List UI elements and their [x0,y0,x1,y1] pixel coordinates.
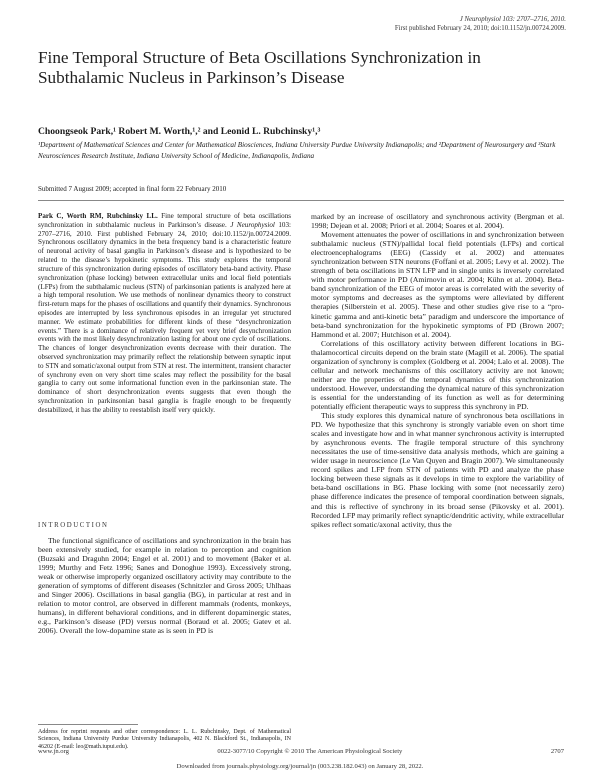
introduction-heading: INTRODUCTION [38,522,109,529]
page-footer [38,748,564,755]
abstract-text-part2: 103: 2707–2716, 2010. First published February 24, 2010; doi:10.1152/jn.00724.2009. Synchronous oscillatory dynamics in the beta frequency band is a characteristic feature of neuronal activity of basal ganglia in Parkinson’s disease and is hypothesized to be related to the disease’s hypokinetic symptoms. This study explores the temporal structure of this synchronization during episodes of oscillatory beta-band activity. Phase synchronization (phase locking) between extracellular units and local field potentials (LFPs) from the subthalamic nucleus (STN) of parkinsonian patients is analyzed here at a high temporal resolution. We use methods of nonlinear dynamics theory to construct first-return maps for the phases of oscillations and quantify their dynamics. Synchronous episodes are interrupted by less synchronous episodes in an irregular yet structured manner. We estimate probabilities for different kinds of these “desynchronization events.” There is a dominance of relatively frequent yet very brief desynchronization events with the most likely desynchronization lasting for about one cycle of oscillations. The chances of longer desynchronization events decrease with their duration. The observed synchronization may primarily reflect the relationship between synaptic input to STN and somatic/axonal output from STN at rest. The intermittent, transient character of synchrony even on very short time scales may reflect the possibility for the basal ganglia to carry out some informational function even in the parkinsonian state. The dominance of short desynchronization events suggests that even though the synchronization in parkinsonian basal ganglia is fragile enough to be frequently destabilized, it has the ability to reestablish itself very quickly. [38,220,291,414]
right-column [311,212,564,529]
first-published-line: First published February 24, 2010; doi:10.1152/jn.00724.2009. [394,24,566,32]
right-paragraph-2: Correlations of this oscillatory activity between different locations in BG-thalamocortical circuits depend on the brain state (Magill et al. 2006). The spatial organization of synchrony is complex (Goldberg et al. 2004; Lalo et al. 2008). The cellular and network mechanisms of this oscillatory activity are not known; neither are the properties of the temporal dynamics of this synchronization understood. However, understanding the dynamical nature of this synchronization is essential for the understanding of its function as well as for determining potentially efficient therapeutic ways to suppress this synchrony in PD. [311,338,564,411]
abstract [38,212,291,415]
journal-reference: J Neurophysiol 103: 2707–2716, 2010. [459,16,566,23]
abstract-citation: Park C, Worth RM, Rubchinsky LL. [38,212,158,220]
author-list: Choongseok Park,¹ Robert M. Worth,¹,² and Leonid L. Rubchinsky¹,³ [38,126,321,137]
page-number: 2707 [550,748,564,755]
correspondence-footnote: Address for reprint requests and other correspondence: L. L. Rubchinsky, Dept. of Mathematical Sciences, Indiana University Purdue University Indianapolis, 402 N. Blackford St., Indianapolis, IN 46202 (E-mail: leo@math.iupui.edu). [38,729,291,750]
introduction-text [38,536,291,636]
download-notice: Downloaded from journals.physiology.org/journal/jn (003.238.182.043) on January 28, 2022. [176,763,424,770]
right-paragraph-1: Movement attenuates the power of oscillations in and synchronization between subthalamic nucleus (STN)/pallidal local field potentials (LFPs) and cortical electroencephalograms (EEG) (Cassidy et al. 2002) and attenuates synchronization between STN neurons (Foffani et al. 2005; Levy et al. 2002). The strength of beta oscillations in STN LFP and in single units is inversely correlated with motor performance in PD (Amirnovin et al. 2004; Kühn et al. 2004). Beta-band synchronization of the EEG of motor areas is correlated with the severity of motor symptoms and decreases as the symptoms were alleviated by different therapies (Silberstein et al. 2005). These and other studies give rise to a “pro-kinetic gamma and anti-kinetic beta” paradigm and underscore the importance of beta-band synchronization for the hypokinetic symptoms of PD (Brown 2007; Hammond et al. 2007; Hutchison et al. 2004). [311,230,564,339]
article-title: Fine Temporal Structure of Beta Oscillations Synchronization in Subthalamic Nucleus in Parkinson’s Disease [38,48,481,87]
affiliations: ¹Department of Mathematical Sciences and Center for Mathematical Biosciences, Indiana University Purdue University Indianapolis; and ²Department of Neurosurgery and ³Stark Neurosciences Research Institute, Indiana University School of Medicine, Indianapolis, Indiana [38,141,556,160]
header-divider [38,200,564,201]
right-paragraph-3: This study explores this dynamical nature of synchronous beta oscillations in PD. We hypothesize that this synchrony is strongly variable even on short time scales and investigate how and in what manner synchronous activity is interrupted by asynchronous events. The fragile temporal structure of this synchrony necessitates the use of time-sensitive data analysis methods, which are gaining a wider usage in neuroscience (Le Van Quyen and Bragin 2007). We simultaneously record spikes and LFP from STN of patients with PD and analyze the phase locking between these signals as it develops in time to explore the variability of beta-band oscillations in BG. Phase locking with some (not necessarily zero) phase difference indicates the presence of temporal coordination between signals, and this is reflective of synchrony in its broad sense (Pikovsky et al. 2001). Recorded LFP may primarily reflect synaptic/dendritic activity, while extracellular spikes reflect somatic/axonal activity, thus the [311,411,564,529]
abstract-journal: J Neurophysiol [230,220,275,229]
copyright-line: 0022-3077/10 Copyright © 2010 The American Physiological Society [217,748,403,755]
right-paragraph-0: marked by an increase of oscillatory and synchronous activity (Bergman et al. 1998; Dejean et al. 2008; Priori et al. 2004; Soares et al. 2004). [311,212,564,231]
journal-website-link[interactable]: www.jn.org [38,748,69,755]
submission-dates: Submitted 7 August 2009; accepted in final form 22 February 2010 [38,185,227,193]
intro-paragraph: The functional significance of oscillations and synchronization in the brain has been extensively studied, for example in relation to perception and cognition (Buzsaki and Draguhn 2004; Engel et al. 2001) and to movement (Baker et al. 1999; Murthy and Fetz 1996; Sanes and Donoghue 1993). Excessively strong, weak or otherwise improperly organized oscillatory activity may contribute to the generation of symptoms of different diseases (Schnitzler and Gross 2005; Uhlhaas and Singer 2006). Oscillations in basal ganglia (BG), in particular at rest and in relation to motor control, are observed in different mammals (rodents, monkeys, humans), in different behavioral conditions, and in different dopaminergic states, e.g., Parkinson’s disease (PD) versus normal (Boraud et al. 2005; Gatev et al. 2006). Overall the low-dopamine state as is seen in PD is [38,536,291,636]
journal-header [395,16,566,33]
abstract-text-part1: Fine temporal structure of beta oscillations synchronization in subthalamic nucleus in Parkinson’s disease. [38,212,291,229]
footnote-divider [38,724,138,725]
